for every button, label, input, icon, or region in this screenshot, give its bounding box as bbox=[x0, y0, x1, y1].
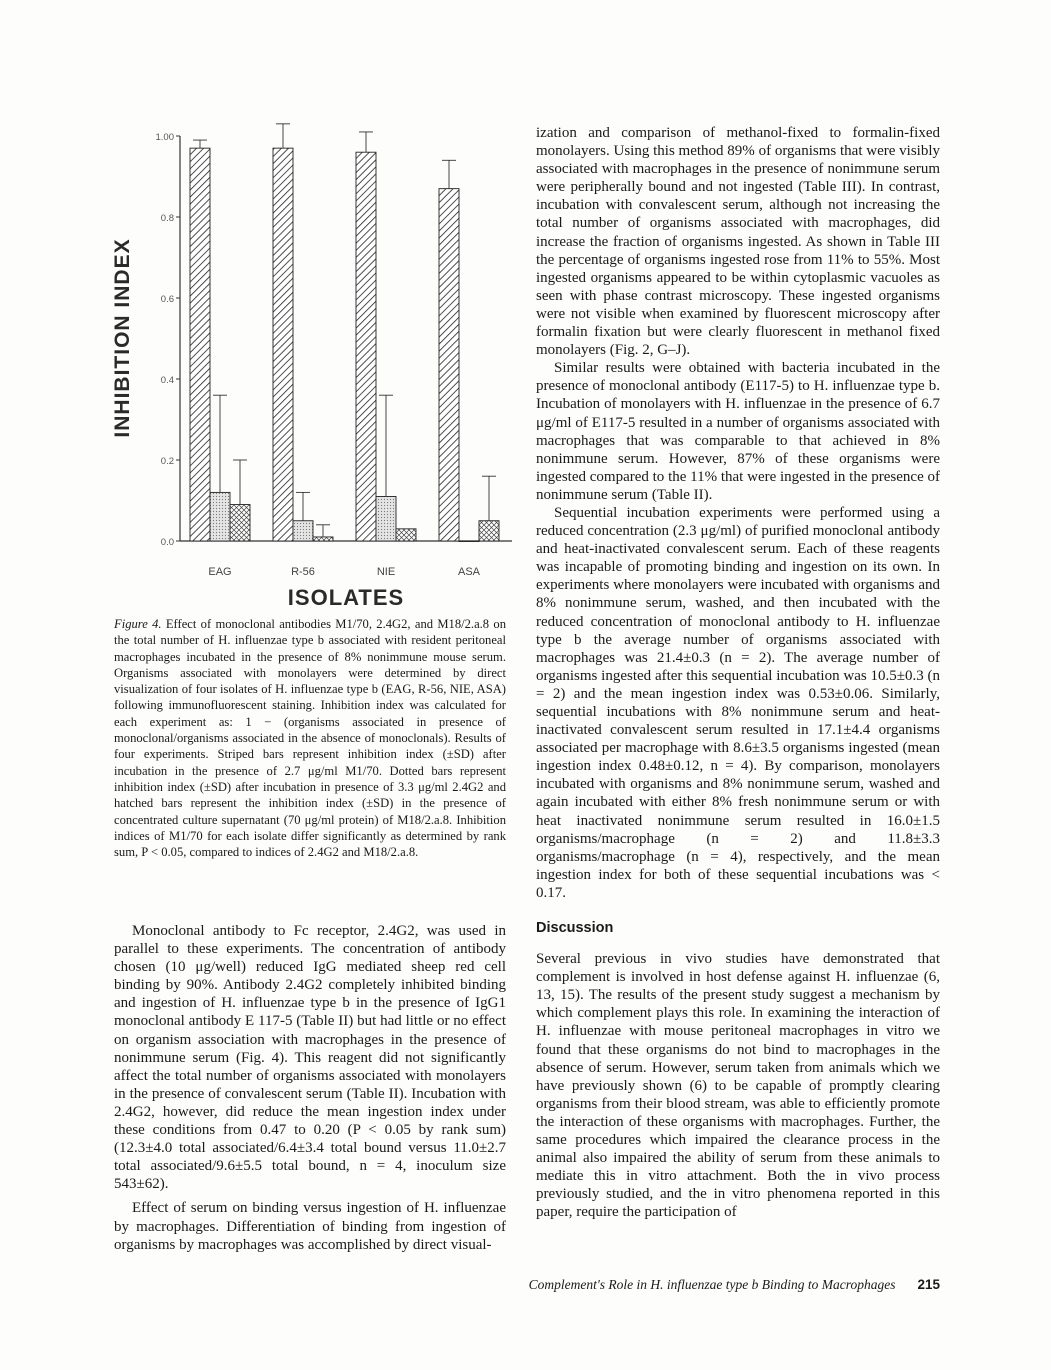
bar-nie-striped bbox=[356, 152, 376, 541]
page-footer bbox=[490, 1277, 940, 1293]
y-tick-label: 1.00 bbox=[155, 132, 174, 143]
bar-nie-hatched bbox=[396, 529, 416, 541]
running-title: Complement's Role in H. influenzae type b Binding to Macrophages bbox=[528, 1277, 896, 1292]
x-tick-label: NIE bbox=[376, 566, 396, 578]
bar-eag-dotted bbox=[210, 492, 230, 541]
bar-r-56-hatched bbox=[313, 537, 333, 541]
x-tick-label: R-56 bbox=[291, 566, 315, 578]
bar-eag-striped bbox=[190, 148, 210, 541]
section-heading: Discussion bbox=[536, 920, 614, 937]
figure-4-chart bbox=[104, 120, 524, 615]
bar-nie-dotted bbox=[376, 496, 396, 541]
y-tick-label: 0.6 bbox=[160, 294, 174, 305]
y-axis-label: INHIBITION INDEX bbox=[111, 238, 134, 438]
paragraph: ization and comparison of methanol-fixed to formalin-fixed monolayers. Using this method 89% of organisms that were visibly associated with macrophages in the presence of nonimmune serum were peripherally bound and not ingested (Table III). In contrast, incubation with convalescent serum, although not increasing the total number of organisms associated with macrophages, did increase the fraction of organisms ingested. As shown in Table III the percentage of organisms ingested rose from 11% to 55%. Most ingested organisms appeared to be within cytoplasmic vacuoles as seen with phase contrast microscopy. These ingested organisms were not visible when examined by fluorescent microscopy after formalin fixation but were clearly fluorescent in methanol fixed monolayers (Fig. 2, G–J). bbox=[536, 125, 940, 359]
page-number: 215 bbox=[917, 1277, 940, 1292]
x-tick-label: EAG bbox=[208, 566, 232, 578]
figure-caption-text: Effect of monoclonal antibodies M1/70, 2.4G2, and M18/2.a.8 on the total number of H. influenzae type b associated with resident peritoneal macrophages incubated in the presence of 8% nonimmune mouse serum. Organisms associated with monolayers were determined by direct visualization of four isolates of H. influenzae type b (EAG, R-56, NIE, ASA) following immunofluorescent staining. Inhibition index was calculated for each experiment as: 1 − (organisms associated in presence of monoclonal/organisms associated in the absence of monoclonals). Results of four experiments. Striped bars represent inhibition index (±SD) after incubation in the presence of 2.7 μg/ml M1/70. Dotted bars represent inhibition index (±SD) after incubation in presence of 3.3 μg/ml 2.4G2 and hatched bars represent the inhibition index (±SD) in the presence of concentrated culture supernatant (70 μg/ml protein) of M18/2.a.8. Inhibition indices of M1/70 for each isolate differ significantly as determined by rank sum, P < 0.05, compared to indices of 2.4G2 and M18/2.a.8. bbox=[114, 617, 506, 860]
bar-eag-hatched bbox=[230, 505, 250, 541]
y-tick-label: 0.8 bbox=[160, 213, 174, 224]
x-tick-label: ASA bbox=[457, 566, 481, 578]
bar-asa-striped bbox=[439, 189, 459, 541]
figure-caption bbox=[114, 616, 506, 860]
paragraph: Similar results were obtained with bacteria incubated in the presence of monoclonal antibody (E117-5) to H. influenzae type b. Incubation of monolayers with H. influenzae in the presence of 6.7 μg/ml of E117-5 resulted in a number of organisms associated with macrophages that was comparable to that achieved in 8% nonimmune serum. However, 87% of these organisms were ingested compared to the 11% that were ingested in the presence of nonimmune serum (Table II). bbox=[536, 360, 940, 503]
y-tick-label: 0.2 bbox=[160, 456, 174, 467]
paragraph: Several previous in vivo studies have demonstrated that complement is involved in host defense against H. influenzae (6, 13, 15). The results of the present study suggest a mechanism by which complement plays this role. In examining the interaction of H. influenzae with mouse peritoneal macrophages in vitro we found that these organisms do not bind to macrophages in the absence of serum. However, serum taken from animals which we have previously shown (6) to be capable of promptly clearing organisms from their blood stream, was able to efficiently promote the interaction of these organisms with macrophages. Further, the same procedures which impaired the clearance process in the animal also impaired the ability of serum from these animals to mediate this in vitro attachment. Both the in vivo process previously studied, and the in vitro phenomena reported in this paper, require the participation of bbox=[536, 951, 940, 1221]
paragraph: Sequential incubation experiments were performed using a reduced concentration (2.3 μg/ml) of purified monoclonal antibody and heat-inactivated convalescent serum. Each of these reagents was incapable of promoting binding and ingestion on its own. In experiments where monolayers were incubated with organisms and 8% nonimmune serum, washed, and then incubated with the reduced concentration of monoclonal antibody to H. influenzae type b the average number of organisms associated with macrophages was 21.4±0.3 (n = 2). The average number of organisms ingested after this sequential incubation was 10.5±0.3 (n = 2) and the mean ingestion index was 0.53±0.06. Similarly, sequential incubations with 8% nonimmune serum and heat-inactivated convalescent serum resulted in 17.1±4.4 organisms associated per macrophage with 8.6±3.5 organisms ingested (mean ingestion index 0.48±0.12, n = 4). By comparison, monolayers incubated with organisms and 8% nonimmune serum, washed and again incubated with either 8% fresh nonimmune serum or with heat inactivated nonimmune serum resulted in 16.0±1.5 organisms/macrophage (n = 2) and 11.8±3.3 organisms/macrophage (n = 4), respectively, and the mean ingestion index for both of these sequential incubations was < 0.17. bbox=[536, 504, 940, 901]
x-axis-label: ISOLATES bbox=[287, 585, 405, 610]
left-column-body bbox=[114, 922, 506, 1254]
y-tick-label: 0.0 bbox=[160, 537, 174, 548]
paragraph: Effect of serum on binding versus ingestion of H. influenzae by macrophages. Differentiation of binding from ingestion of organisms by macrophages was accomplished by direct visual- bbox=[114, 1200, 506, 1253]
bar-r-56-striped bbox=[273, 148, 293, 541]
figure-label: Figure 4. bbox=[114, 617, 162, 631]
right-column-body bbox=[536, 124, 940, 1221]
bar-chart-svg bbox=[104, 120, 524, 615]
paragraph: Monoclonal antibody to Fc receptor, 2.4G2, was used in parallel to these experiments. The concentration of antibody chosen (10 μg/well) reduced IgG mediated sheep red cell binding by 90%. Antibody 2.4G2 completely inhibited binding and ingestion of H. influenzae type b in the presence of IgG1 monoclonal antibody E 117-5 (Table II) but had little or no effect on organism association with macrophages in the presence of nonimmune serum (Fig. 4). This reagent did not significantly affect the total number of organisms associated with monolayers in the presence of convalescent serum (Table II). Incubation with 2.4G2, however, did reduce the mean ingestion index under these conditions from 0.47 to 0.20 (P < 0.05 by rank sum) (12.3±4.0 total associated/6.4±3.4 total bound versus 11.0±2.7 total associated/9.6±5.5 total bound, n = 4, inoculum size 543±62). bbox=[114, 923, 506, 1193]
bar-asa-hatched bbox=[479, 521, 499, 541]
y-tick-label: 0.4 bbox=[160, 375, 174, 386]
bar-asa-dotted bbox=[459, 541, 479, 542]
bar-r-56-dotted bbox=[293, 521, 313, 541]
